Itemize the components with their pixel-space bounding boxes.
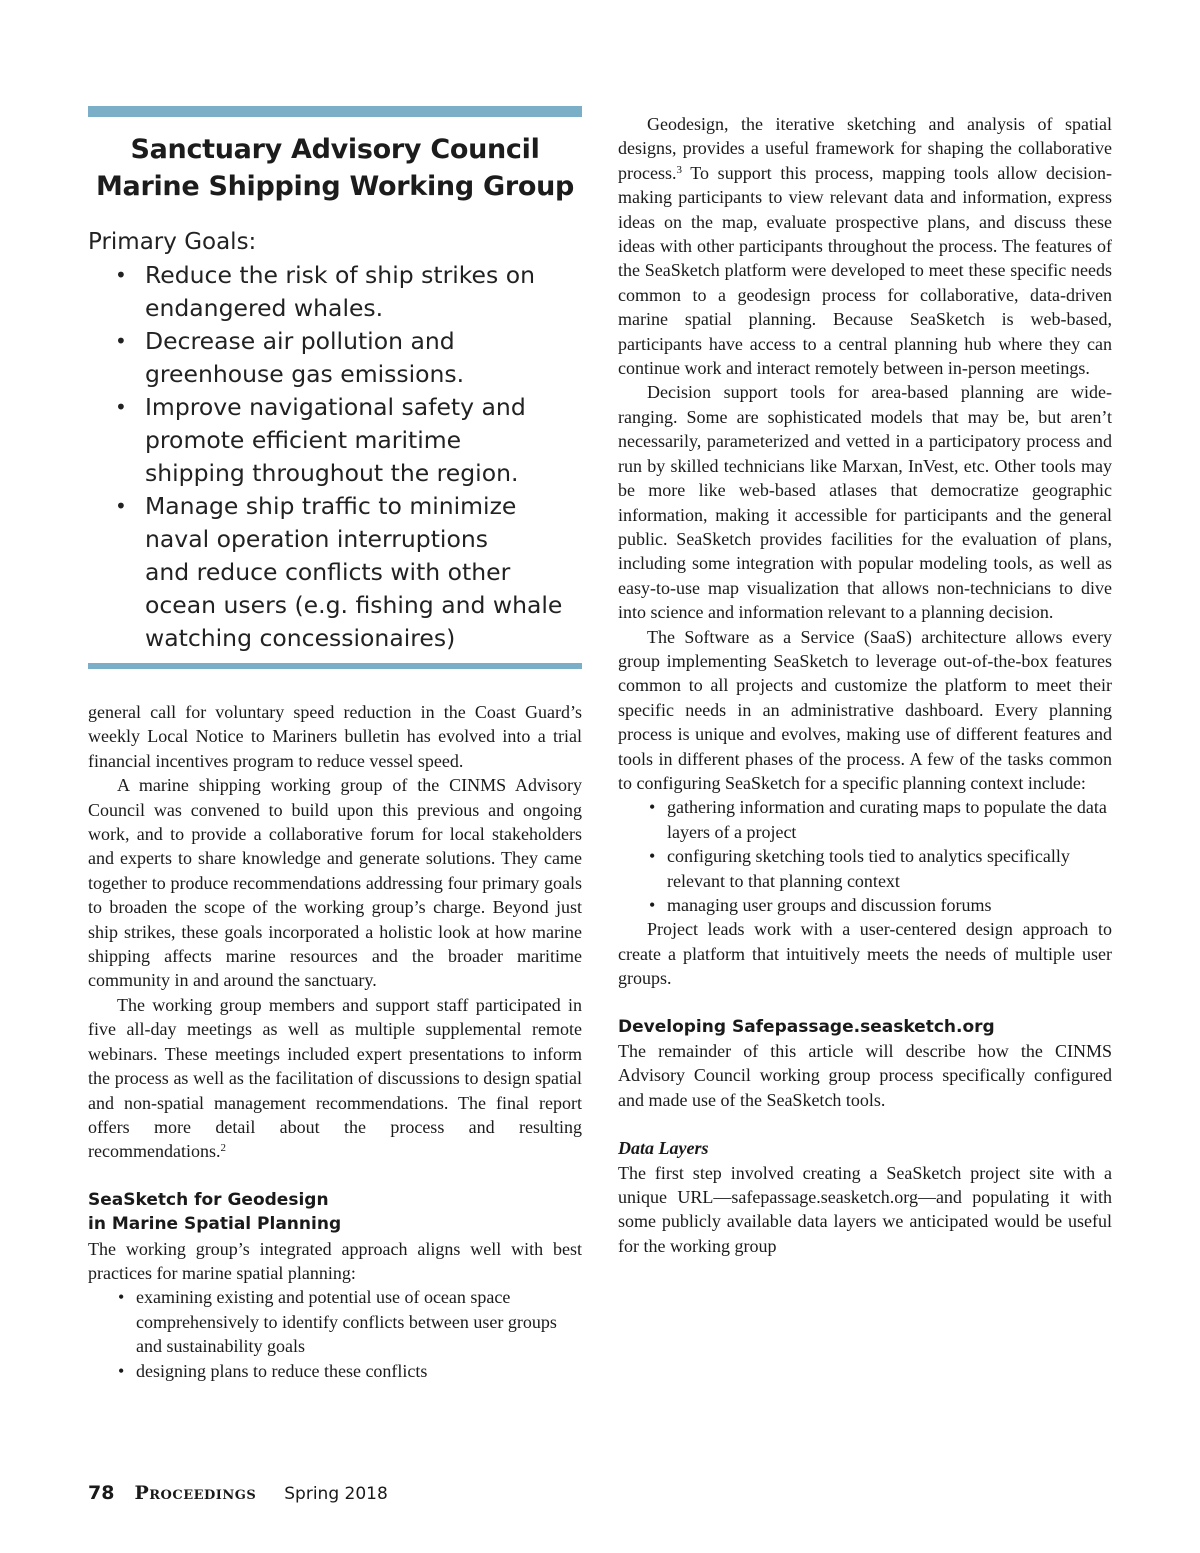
goal-line: shipping throughout the region. [145, 459, 519, 487]
paragraph: The first step involved creating a SeaSketch project site with a unique URL—safepassage.seasketch.org—and populating it with some publicly available data layers we anticipated would be useful for the working group [618, 1162, 1112, 1256]
list-item-text: designing plans to reduce these conflicts [136, 1360, 428, 1381]
goal-line: watching concessionaires) [145, 624, 456, 652]
list-item [88, 1359, 582, 1383]
publication-name: Proceedings [134, 1482, 257, 1504]
bullet-icon: • [649, 797, 656, 818]
section-heading: Developing Safepassage.seasketch.org [618, 1016, 995, 1037]
sidebar-title [88, 131, 582, 205]
bullet-icon: • [649, 846, 656, 867]
bullet-icon: • [118, 1287, 125, 1308]
bullet-list [618, 795, 1112, 917]
list-item [618, 893, 1112, 917]
paragraph-text: The working group members and support staff participated in five all-day meetings as well as multiple supplemental remote webinars. These meetings included expert presentations to inform the process as well as the facilitation of discussions to design spatial and non-spatial management recommendations. The final report offers more detail about the process and resulting recommendations. [88, 994, 582, 1162]
list-item-text: managing user groups and discussion forums [667, 895, 992, 915]
paragraph: The working group’s integrated approach aligns well with best practices for marine spatial planning: [88, 1238, 582, 1283]
left-column [88, 700, 582, 1383]
bullet-icon: • [118, 1360, 125, 1381]
list-item-text: configuring sketching tools tied to analytics specifically relevant to that planning context [667, 846, 1070, 891]
paragraph: The Software as a Service (SaaS) architecture allows every group implementing SeaSketch to leverage out-of-the-box features common to all projects and customize the platform to meet their specific needs in an administrative dashboard. Every planning process is unique and evolves, making use of different features and tools in different phases of the process. A few of the tasks common to configuring SeaSketch for a specific planning context include: [618, 626, 1112, 793]
paragraph: general call for voluntary speed reduction in the Coast Guard’s weekly Local Notice to Mariners bulletin has evolved into a trial financial incentives program to reduce vessel speed. [88, 702, 582, 771]
bullet-icon: • [115, 494, 127, 518]
paragraph: Project leads work with a user-centered design approach to create a platform that intuitively meets the needs of multiple user groups. [618, 919, 1112, 989]
paragraph: The remainder of this article will describe how the CINMS Advisory Council working group process specifically configured and made use of the SeaSketch tools. [618, 1041, 1112, 1110]
right-column [618, 112, 1112, 1258]
subsection-heading: Data Layers [618, 1138, 709, 1159]
paragraph-text: To support this process, mapping tools allow decision-making participants to view relevant data and information, express ideas on the map, evaluate prospective plans, and discuss these ideas with other participants throughout the process. The features of the SeaSketch platform were developed to meet these specific needs common to a geodesign process for collaborative, data-driven marine spatial planning. Because SeaSketch is web-based, participants have access to a central planning hub where they can continue work and interact remotely between in-person meetings. [618, 162, 1112, 379]
goal-line: promote efficient maritime [145, 426, 462, 454]
page-number: 78 [88, 1482, 115, 1504]
goal-line: greenhouse gas emissions. [145, 360, 465, 388]
bullet-icon: • [115, 263, 127, 287]
paragraph [88, 993, 582, 1164]
heading-line: in Marine Spatial Planning [88, 1214, 342, 1235]
page-footer [88, 1482, 388, 1512]
bullet-list [88, 1285, 582, 1383]
sidebar-box [88, 106, 582, 669]
paragraph: A marine shipping working group of the CINMS Advisory Council was convened to build upon this previous and ongoing work, and to provide a collaborative forum for local stakeholders and experts to share knowledge and generate solutions. They came together to produce recommendations addressing four primary goals to broaden the scope of the working group’s charge. Beyond just ship strikes, these goals incorporated a holistic look at how marine shipping affects marine resources and the broader maritime community in and around the sanctuary. [88, 775, 582, 991]
paragraph [618, 112, 1112, 380]
list-item-text: examining existing and potential use of ocean space comprehensively to identify conflicts between user groups and sustainability goals [136, 1287, 557, 1357]
goal-line: naval operation interruptions [145, 525, 488, 553]
footnote-ref: 2 [220, 1142, 226, 1155]
bullet-icon: • [649, 895, 656, 915]
list-item-text: gathering information and curating maps to populate the data layers of a project [667, 797, 1107, 842]
section-heading [88, 1188, 582, 1237]
goal-line: Decrease air pollution and [145, 327, 455, 355]
goal-item [88, 391, 582, 490]
heading-line: SeaSketch for Geodesign [88, 1189, 329, 1210]
paragraph-text: Geodesign, the iterative sketching and analysis of spatial designs, provides a useful framework for shaping the collaborative process. [618, 114, 1112, 183]
footnote-ref: 3 [676, 163, 682, 176]
goal-item [88, 490, 582, 655]
list-item [618, 844, 1112, 893]
bullet-icon: • [115, 395, 127, 419]
paragraph: Decision support tools for area-based planning are wide-ranging. Some are sophisticated models that may be, but aren’t necessarily, parameterized and vetted in a participatory process and run by skilled technicians like Marxan, InVest, etc. Other tools may be more like web-based atlases that democratize geographic information, making it accessible for participants and the general public. SeaSketch provides facilities for the evaluation of plans, including some integration with popular modeling tools, as well as easy-to-use map visualization that allows non-technicians to dive into science and information relevant to a planning decision. [618, 382, 1112, 623]
goal-line: and reduce conflicts with other [145, 558, 511, 586]
goal-line: ocean users (e.g. fishing and whale [145, 591, 563, 619]
goal-item [88, 259, 582, 325]
sidebar-title-line: Sanctuary Advisory Council [130, 134, 540, 165]
issue-date: Spring 2018 [284, 1484, 388, 1504]
bullet-icon: • [115, 329, 127, 353]
goal-line: Manage ship traffic to minimize [145, 492, 517, 520]
sidebar-title-line: Marine Shipping Working Group [95, 171, 575, 202]
list-item [618, 795, 1112, 844]
list-item [88, 1285, 582, 1358]
goals-list [88, 259, 582, 655]
goals-label: Primary Goals: [88, 229, 257, 255]
goal-item [88, 325, 582, 391]
goal-line: Improve navigational safety and [145, 393, 526, 421]
goal-line: Reduce the risk of ship strikes on [145, 261, 535, 289]
goal-line: endangered whales. [145, 294, 384, 322]
